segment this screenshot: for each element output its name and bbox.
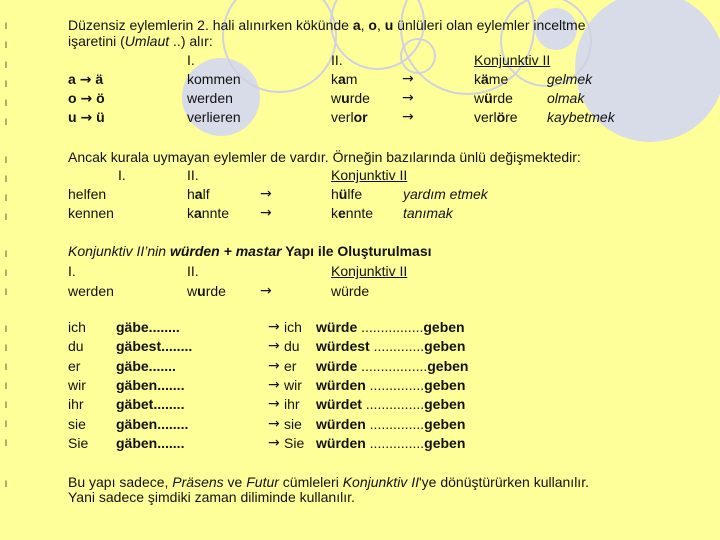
arrow-icon: → (268, 416, 280, 432)
wuerden-form (316, 397, 465, 411)
bullet-icon: l (5, 249, 7, 259)
wuerden-form (316, 339, 465, 353)
decor-ring-4 (400, 38, 436, 74)
pronoun-right: wir (284, 377, 302, 393)
konj-form: gäbest........ (116, 338, 193, 354)
konj-form: gäben....... (116, 377, 185, 393)
infinitive: geben (424, 396, 466, 412)
t1-header-I: I. (187, 52, 195, 68)
bullet-icon: l (5, 98, 7, 108)
aux-verb: würden (316, 435, 366, 451)
footer-line-1: Bu yapı sadece, Präsens ve Futur cümleleri Konjunktiv II'ye dönüştürürken kullanılır. (68, 474, 589, 490)
arrow-icon: → (268, 396, 280, 412)
t1-meaning: olmak (547, 90, 585, 106)
wuerden-form (316, 417, 465, 431)
rule-a: a → ä (68, 71, 104, 88)
t1-meaning: gelmek (547, 71, 593, 87)
arrow-icon: → (260, 205, 272, 221)
exceptions-intro: Ancak kurala uymayan eylemler de vardır. Örneğin bazılarında ünlü değişmektedir: (68, 149, 581, 165)
infinitive: geben (424, 377, 466, 393)
bullet-icon: l (5, 268, 7, 278)
bullet-icon: l (5, 174, 7, 184)
ex-header-I: I. (118, 167, 126, 183)
bullet-icon: l (5, 479, 7, 489)
t1-past: verlor (331, 109, 368, 125)
pronoun-right: ihr (284, 396, 300, 412)
bullet-icon: l (5, 21, 7, 31)
ex-header-konj: Konjunktiv II (331, 167, 408, 183)
bullet-icon: l (5, 117, 7, 127)
dots: .............. (365, 435, 425, 451)
w-header-I: I. (68, 263, 76, 279)
aux-verb: würden (316, 377, 366, 393)
t1-konj: käme (474, 71, 509, 87)
pronoun: ihr (68, 396, 84, 412)
konj-form: gäben........ (116, 416, 189, 432)
t1-header-konj: Konjunktiv II (474, 52, 551, 68)
t1-inf: kommen (187, 71, 241, 87)
t1-inf: verlieren (187, 109, 241, 125)
w-konj: würde (331, 283, 370, 299)
arrow-icon: → (402, 90, 414, 106)
ex-past: kannte (187, 205, 230, 221)
konj-form: gäbe....... (116, 358, 176, 374)
infinitive: geben (423, 319, 465, 335)
aux-verb: würde (316, 358, 358, 374)
footer-line-2: Yani sadece şimdiki zaman diliminde kullanılır. (68, 489, 355, 505)
wuerden-form (316, 359, 468, 373)
bullet-icon: l (5, 419, 7, 429)
ex-meaning: yardım etmek (403, 186, 488, 202)
pronoun-right: sie (284, 416, 302, 432)
t1-past: kam (331, 71, 358, 87)
infinitive: geben (424, 338, 466, 354)
aux-verb: würdest (316, 338, 370, 354)
pronoun-right: Sie (284, 435, 305, 451)
bullet-icon: l (5, 324, 7, 334)
arrow-icon: → (268, 358, 280, 374)
wuerden-form (316, 436, 465, 450)
dots: .............. (365, 416, 425, 432)
pronoun-right: er (284, 358, 297, 374)
pronoun: ich (68, 319, 86, 335)
arrow-icon: → (260, 186, 272, 202)
arrow-icon: → (402, 71, 414, 87)
bullet-icon: l (5, 193, 7, 203)
pronoun: er (68, 358, 81, 374)
t1-inf: werden (187, 90, 233, 106)
bullet-icon: l (5, 362, 7, 372)
t1-konj: würde (474, 90, 513, 106)
aux-verb: würde (316, 319, 358, 335)
arrow-icon: → (268, 377, 280, 393)
bullet-icon: l (5, 60, 7, 70)
dots: ................ (357, 319, 424, 335)
dots: .............. (365, 377, 425, 393)
aux-verb: würdet (316, 396, 362, 412)
arrow-icon: → (402, 109, 414, 125)
ex-konj: kennte (331, 205, 374, 221)
wuerden-form (316, 378, 465, 392)
w-header-konj: Konjunktiv II (331, 263, 408, 279)
ex-header-II: II. (187, 167, 199, 183)
arrow-icon: → (268, 338, 280, 354)
bullet-icon: l (5, 79, 7, 89)
infinitive: geben (424, 435, 466, 451)
pronoun-right: ich (284, 319, 302, 335)
pronoun: Sie (68, 435, 89, 451)
bullet-icon: l (5, 287, 7, 297)
wuerden-form (316, 320, 465, 334)
ex-inf: kennen (68, 205, 114, 221)
t1-header-II: II. (331, 52, 343, 68)
rule-u: u → ü (68, 109, 105, 126)
infinitive: geben (424, 416, 466, 432)
wuerden-title: Konjunktiv II’nin würden + mastar Yapı ile Oluşturulması (68, 243, 432, 259)
aux-verb: würden (316, 416, 366, 432)
bullet-icon: l (5, 343, 7, 353)
w-past: wurde (187, 283, 226, 299)
t1-konj: verlöre (474, 109, 518, 125)
intro-line-1: Düzensiz eylemlerin 2. hali alınırken kökünde a, o, u ünlüleri olan eylemler inceltme (68, 17, 586, 33)
pronoun: du (68, 338, 84, 354)
bullet-icon: l (5, 400, 7, 410)
konj-form: gäben....... (116, 435, 185, 451)
w-inf: werden (68, 283, 114, 299)
ex-inf: helfen (68, 186, 107, 202)
dots: ............... (361, 396, 425, 412)
konj-form: gäbet........ (116, 396, 185, 412)
arrow-icon: → (260, 283, 272, 299)
w-header-II: II. (187, 263, 199, 279)
pronoun: wir (68, 377, 86, 393)
bullet-icon: l (5, 381, 7, 391)
intro-line-2: işaretini (Umlaut ..) alır: (68, 33, 213, 49)
pronoun: sie (68, 416, 86, 432)
arrow-icon: → (268, 435, 280, 451)
ex-past: half (187, 186, 210, 202)
ex-meaning: tanımak (403, 205, 453, 221)
rule-o: o → ö (68, 90, 105, 107)
dots: ................. (357, 358, 428, 374)
t1-meaning: kaybetmek (547, 109, 615, 125)
ex-konj: hülfe (331, 186, 363, 202)
dots: ............. (369, 338, 425, 354)
t1-past: wurde (331, 90, 370, 106)
bullet-icon: l (5, 155, 7, 165)
bullet-icon: l (5, 438, 7, 448)
infinitive: geben (427, 358, 469, 374)
arrow-icon: → (268, 319, 280, 335)
konj-form: gäbe........ (116, 319, 180, 335)
pronoun-right: du (284, 338, 300, 354)
bullet-icon: l (5, 40, 7, 50)
bullet-icon: l (5, 212, 7, 222)
